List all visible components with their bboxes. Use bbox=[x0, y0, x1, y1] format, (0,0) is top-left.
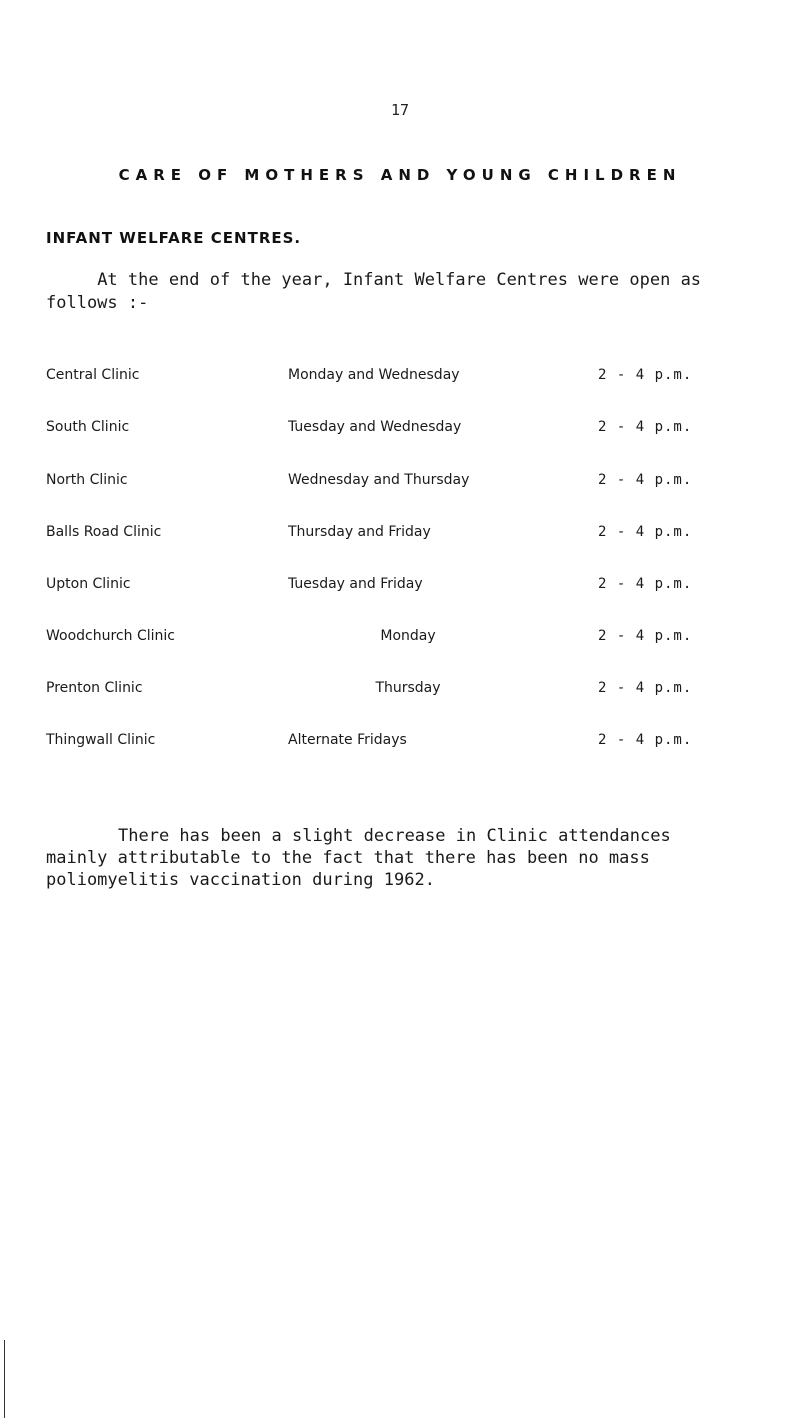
clinic-days: Monday and Wednesday bbox=[288, 367, 460, 383]
page-title: CARE OF MOTHERS AND YOUNG CHILDREN bbox=[118, 166, 682, 184]
intro-paragraph: At the end of the year, Infant Welfare Centres were open as follows :- bbox=[46, 270, 702, 313]
clinic-name: North Clinic bbox=[46, 472, 128, 488]
closing-line-text: There has been a slight decrease in Clinic attendances bbox=[118, 826, 671, 846]
clinic-days: Thursday and Friday bbox=[288, 524, 431, 540]
clinic-days: Alternate Fridays bbox=[288, 732, 407, 748]
schedule-row bbox=[0, 472, 800, 502]
clinic-hours: 2 - 4 p.m. bbox=[598, 680, 693, 696]
schedule-row bbox=[0, 576, 800, 606]
page-number: 17 bbox=[390, 101, 410, 119]
schedule-row bbox=[0, 680, 800, 710]
schedule-row bbox=[0, 419, 800, 449]
clinic-days: Thursday bbox=[375, 680, 441, 696]
schedule-row bbox=[0, 524, 800, 554]
schedule-row bbox=[0, 628, 800, 658]
clinic-hours: 2 - 4 p.m. bbox=[598, 472, 693, 488]
clinic-days: Wednesday and Thursday bbox=[288, 472, 470, 488]
clinic-days: Monday bbox=[380, 628, 436, 644]
clinic-name: South Clinic bbox=[46, 419, 130, 435]
closing-line: mainly attributable to the fact that there has been no mass bbox=[46, 848, 650, 868]
closing-paragraph bbox=[46, 825, 766, 891]
clinic-hours: 2 - 4 p.m. bbox=[598, 419, 693, 435]
closing-line bbox=[46, 825, 766, 847]
clinic-hours: 2 - 4 p.m. bbox=[598, 524, 693, 540]
schedule-row bbox=[0, 732, 800, 762]
section-heading: INFANT WELFARE CENTRES. bbox=[46, 229, 302, 247]
clinic-name: Thingwall Clinic bbox=[46, 732, 156, 748]
clinic-name: Balls Road Clinic bbox=[46, 524, 162, 540]
clinic-hours: 2 - 4 p.m. bbox=[598, 732, 693, 748]
closing-line: poliomyelitis vaccination during 1962. bbox=[46, 870, 435, 890]
clinic-days: Tuesday and Friday bbox=[288, 576, 423, 592]
margin-mark bbox=[4, 1340, 5, 1418]
clinic-name: Central Clinic bbox=[46, 367, 140, 383]
clinic-hours: 2 - 4 p.m. bbox=[598, 628, 693, 644]
clinic-name: Woodchurch Clinic bbox=[46, 628, 175, 644]
schedule-row bbox=[0, 367, 800, 397]
clinic-hours: 2 - 4 p.m. bbox=[598, 367, 693, 383]
clinic-name: Upton Clinic bbox=[46, 576, 131, 592]
clinic-days: Tuesday and Wednesday bbox=[288, 419, 462, 435]
clinic-name: Prenton Clinic bbox=[46, 680, 143, 696]
clinic-hours: 2 - 4 p.m. bbox=[598, 576, 693, 592]
